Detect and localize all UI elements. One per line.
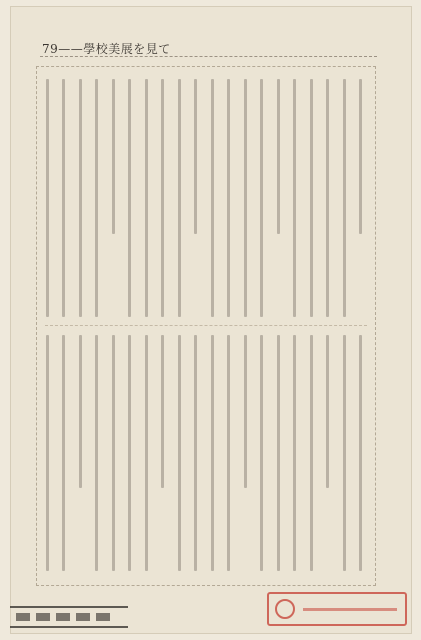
text-column: [260, 335, 263, 571]
text-column: [343, 79, 346, 317]
text-column: [260, 79, 263, 317]
text-column: [343, 335, 346, 571]
text-column: [79, 79, 82, 317]
text-column: [293, 79, 296, 317]
text-column: [145, 79, 148, 317]
text-column: [211, 335, 214, 571]
text-column: [95, 335, 98, 571]
text-column: [112, 79, 115, 234]
running-header: 79——學校美展を見て: [42, 42, 171, 56]
text-column: [277, 335, 280, 571]
text-column: [128, 335, 131, 571]
text-column: [227, 79, 230, 317]
text-column: [46, 79, 49, 317]
text-column: [178, 335, 181, 571]
text-column: [161, 335, 164, 488]
text-column: [145, 335, 148, 571]
text-column: [178, 79, 181, 317]
text-column: [277, 79, 280, 234]
text-column: [62, 335, 65, 571]
text-column: [95, 79, 98, 317]
text-column: [244, 335, 247, 488]
text-column: [359, 335, 362, 571]
text-column: [359, 79, 362, 234]
header-divider: [40, 56, 377, 57]
text-column: [112, 335, 115, 571]
text-column: [194, 79, 197, 234]
vertical-text-body: [36, 66, 376, 586]
text-column: [310, 79, 313, 317]
text-column: [326, 335, 329, 488]
text-column: [310, 335, 313, 571]
text-column: [62, 79, 65, 317]
text-column: [194, 335, 197, 571]
text-column: [211, 79, 214, 317]
collection-stamp: [10, 606, 128, 628]
section-divider: [45, 325, 367, 326]
text-column: [128, 79, 131, 317]
text-column: [244, 79, 247, 317]
text-column: [79, 335, 82, 488]
text-column: [326, 79, 329, 317]
text-column: [161, 79, 164, 317]
text-column: [227, 335, 230, 571]
library-seal-stamp: [267, 592, 407, 626]
text-column: [293, 335, 296, 571]
text-column: [46, 335, 49, 571]
